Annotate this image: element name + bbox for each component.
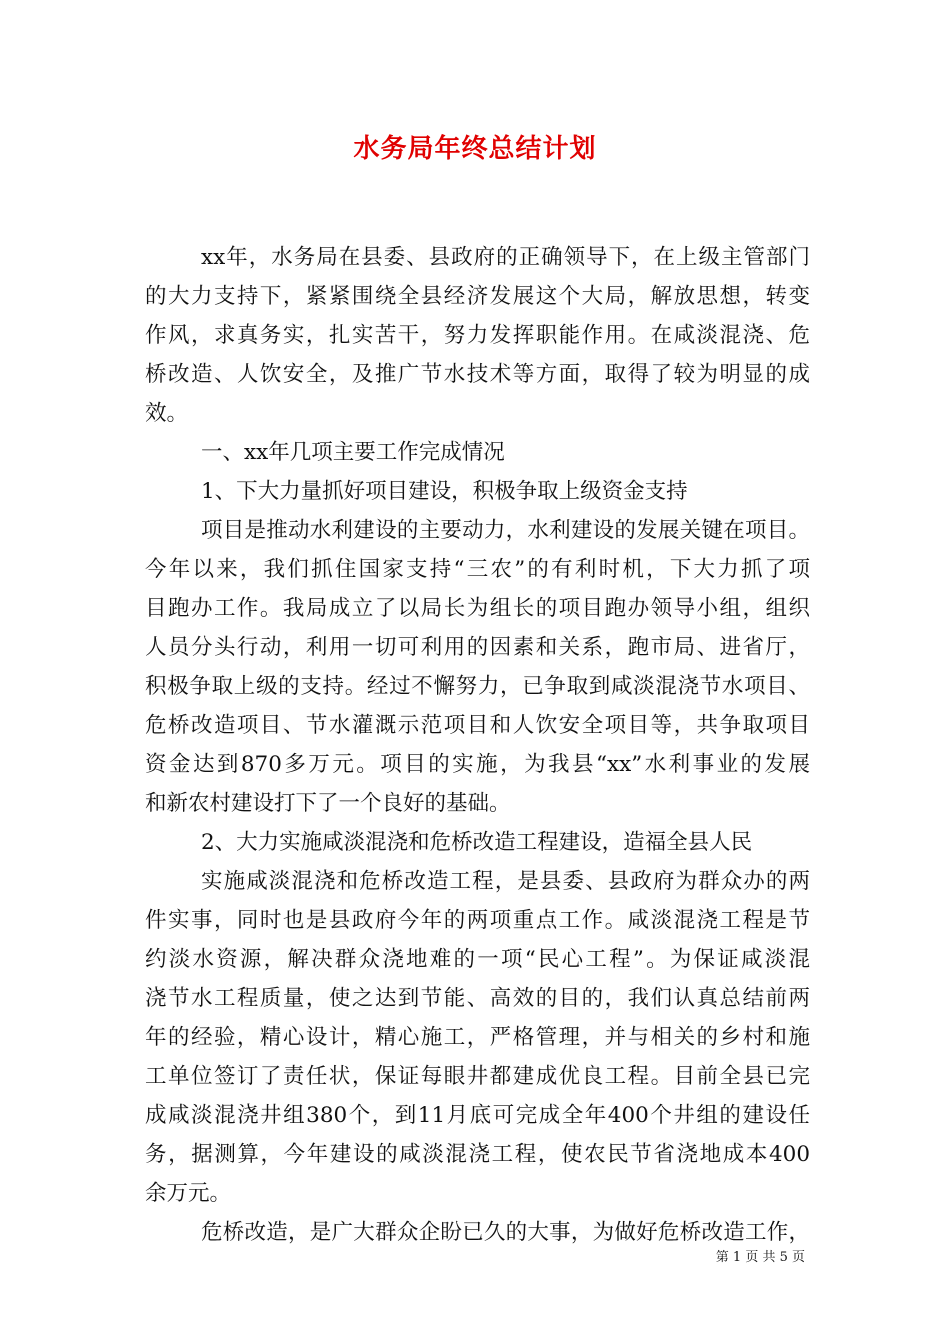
- text-line: 资金达到870多万元。项目的实施，为我县“xx”水利事业的发展: [145, 752, 810, 777]
- text-line: 效。: [145, 401, 189, 426]
- text-line: 一、xx年几项主要工作完成情况: [201, 440, 505, 465]
- text-line: 桥改造、人饮安全，及推广节水技术等方面，取得了较为明显的成: [145, 362, 810, 387]
- text-line: 浇节水工程质量，使之达到节能、高效的目的，我们认真总结前两: [145, 986, 810, 1011]
- text-line: 目跑办工作。我局成立了以局长为组长的项目跑办领导小组，组织: [145, 596, 810, 621]
- text-line: 作风，求真务实，扎实苦干，努力发挥职能作用。在咸淡混浇、危: [145, 323, 810, 348]
- text-line: 危桥改造项目、节水灌溉示范项目和人饮安全项目等，共争取项目: [145, 713, 810, 738]
- text-line: 和新农村建设打下了一个良好的基础。: [145, 791, 511, 816]
- document-title: 水务局年终总结计划: [353, 134, 597, 164]
- text-line: 1、下大力量抓好项目建设，积极争取上级资金支持: [201, 479, 688, 504]
- text-line: 余万元。: [145, 1181, 232, 1206]
- text-line: 件实事，同时也是县政府今年的两项重点工作。咸淡混浇工程是节: [145, 908, 810, 933]
- text-line: 2、大力实施咸淡混浇和危桥改造工程建设，造福全县人民: [201, 830, 753, 855]
- text-line: 年的经验，精心设计，精心施工，严格管理，并与相关的乡村和施: [145, 1025, 810, 1050]
- text-line: 危桥改造，是广大群众企盼已久的大事，为做好危桥改造工作，: [201, 1220, 810, 1245]
- text-line: 项目是推动水利建设的主要动力，水利建设的发展关键在项目。: [201, 518, 810, 543]
- text-line: xx年，水务局在县委、县政府的正确领导下，在上级主管部门: [201, 245, 810, 270]
- text-line: 积极争取上级的支持。经过不懈努力，已争取到咸淡混浇节水项目、: [145, 674, 810, 699]
- document-body: [145, 238, 810, 1252]
- text-line: 的大力支持下，紧紧围绕全县经济发展这个大局，解放思想，转变: [145, 284, 810, 309]
- text-line: 成咸淡混浇井组380个，到11月底可完成全年400个井组的建设任: [145, 1103, 810, 1128]
- text-line: 实施咸淡混浇和危桥改造工程，是县委、县政府为群众办的两: [201, 869, 810, 894]
- text-line: 工单位签订了责任状，保证每眼井都建成优良工程。目前全县已完: [145, 1064, 810, 1089]
- text-line: 今年以来，我们抓住国家支持“三农”的有利时机，下大力抓了项: [145, 557, 810, 582]
- text-line: 务，据测算，今年建设的咸淡混浇工程，使农民节省浇地成本400: [145, 1142, 810, 1167]
- text-line: 约淡水资源，解决群众浇地难的一项“民心工程”。为保证咸淡混: [145, 947, 810, 972]
- text-line: 人员分头行动，利用一切可利用的因素和关系，跑市局、进省厅，: [145, 635, 810, 660]
- page-number: 第 1 页 共 5 页: [715, 1250, 805, 1265]
